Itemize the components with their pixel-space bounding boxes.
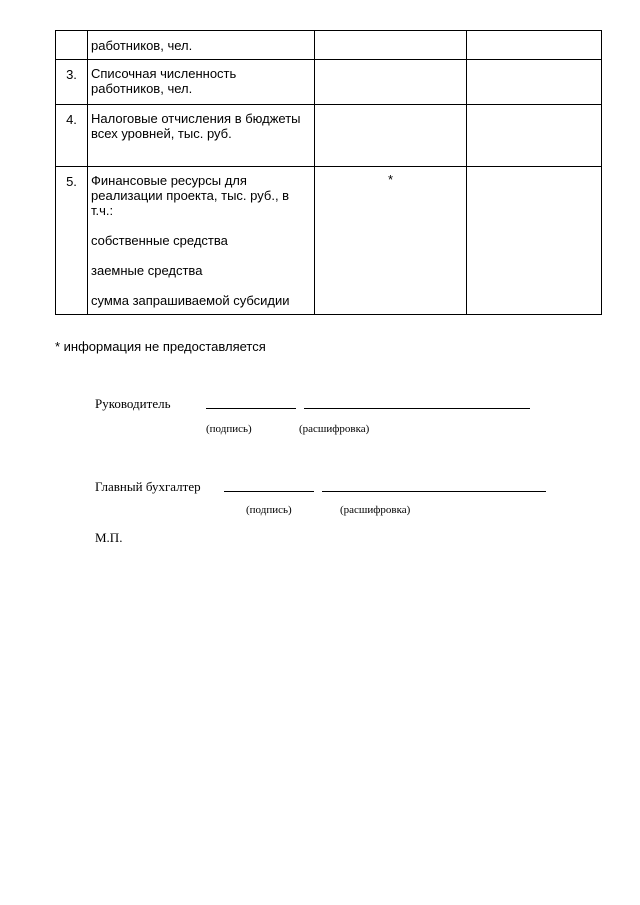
row-value-2 bbox=[467, 31, 602, 60]
head-sign-caption: (подпись) bbox=[206, 423, 252, 435]
table-row bbox=[56, 167, 602, 315]
row-value-2 bbox=[467, 105, 602, 167]
head-signature-line bbox=[206, 408, 296, 409]
row-value-1 bbox=[315, 105, 467, 167]
row-name-text: Финансовые ресурсы для реализации проекта, тыс. руб., в т.ч.: bbox=[91, 173, 290, 218]
seal-mark: М.П. bbox=[95, 530, 123, 545]
accountant-decode-line bbox=[322, 491, 546, 492]
table-row bbox=[56, 105, 602, 167]
row-name bbox=[88, 167, 315, 315]
row-number: 3. bbox=[56, 60, 88, 105]
head-label: Руководитель bbox=[95, 396, 171, 411]
row-value-1 bbox=[315, 60, 467, 105]
row-value-1 bbox=[315, 31, 467, 60]
row-value-1: * bbox=[315, 167, 467, 315]
subitem-borrowed-funds: заемные средства bbox=[91, 263, 203, 278]
row-number: 5. bbox=[56, 167, 88, 315]
head-decode-line bbox=[304, 408, 530, 409]
row-value-2 bbox=[467, 60, 602, 105]
head-decode-caption: (расшифровка) bbox=[299, 423, 370, 435]
table-row bbox=[56, 60, 602, 105]
row-value-2 bbox=[467, 167, 602, 315]
row-name: Налоговые отчисления в бюджеты всех уровней, тыс. руб. bbox=[88, 105, 315, 167]
row-name: работников, чел. bbox=[88, 31, 315, 60]
footnote: * информация не предоставляется bbox=[55, 339, 266, 354]
accountant-decode-caption: (расшифровка) bbox=[340, 504, 411, 516]
accountant-sign-caption: (подпись) bbox=[246, 504, 292, 516]
subitem-own-funds: собственные средства bbox=[91, 233, 228, 248]
row-number: 4. bbox=[56, 105, 88, 167]
subitem-subsidy: сумма запрашиваемой субсидии bbox=[91, 293, 290, 308]
accountant-label: Главный бухгалтер bbox=[95, 479, 201, 494]
row-name: Списочная численность работников, чел. bbox=[88, 60, 315, 105]
row-number bbox=[56, 31, 88, 60]
accountant-signature-line bbox=[224, 491, 314, 492]
report-table bbox=[55, 30, 602, 315]
table-row bbox=[56, 31, 602, 60]
